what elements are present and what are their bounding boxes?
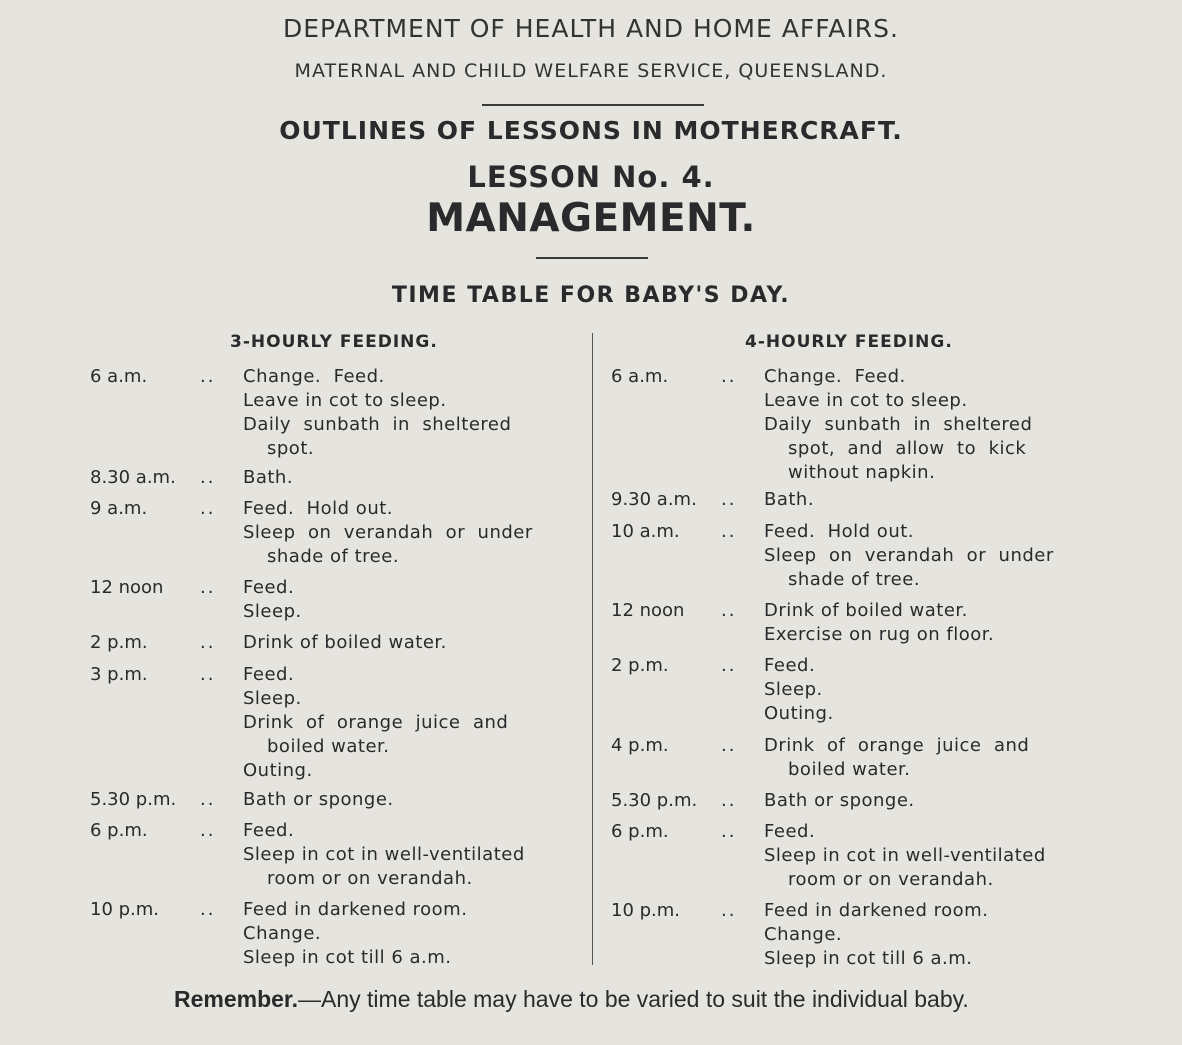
- entry-activities: [243, 788, 577, 812]
- activity-line: Feed.: [764, 655, 816, 676]
- activity-line: room or on verandah.: [267, 868, 473, 889]
- column-divider: [592, 333, 593, 965]
- leader-dots: ..: [200, 498, 216, 519]
- right-column-heading: 4-HOURLY FEEDING.: [745, 332, 953, 352]
- activity-line: Feed. Hold out.: [243, 498, 394, 519]
- entry-activities: [764, 599, 1096, 647]
- leader-dots: ..: [721, 489, 737, 510]
- activity-line: Leave in cot to sleep.: [764, 390, 968, 411]
- activity-line: Drink of orange juice and: [243, 712, 509, 733]
- schedule-entry: [611, 599, 1096, 647]
- entry-activities: [764, 654, 1096, 726]
- schedule-entry: [90, 576, 577, 624]
- schedule-entry: [611, 820, 1096, 892]
- activity-line: Outing.: [243, 760, 313, 781]
- schedule-entry: [611, 365, 1096, 485]
- leader-dots: ..: [200, 577, 216, 598]
- service-title: MATERNAL AND CHILD WELFARE SERVICE, QUEENSLAND.: [294, 60, 888, 82]
- entry-activities: [243, 819, 577, 891]
- entry-activities: [764, 820, 1096, 892]
- activity-line: Change. Feed.: [764, 366, 906, 387]
- activity-line: Change.: [764, 924, 843, 945]
- entry-time: 10 a.m.: [611, 521, 680, 542]
- activity-line: Drink of boiled water.: [243, 632, 447, 653]
- entry-activities: [243, 466, 577, 490]
- entry-activities: [243, 631, 577, 655]
- lesson-number: LESSON No. 4.: [467, 160, 715, 194]
- entry-activities: [764, 365, 1096, 485]
- leader-dots: ..: [721, 655, 737, 676]
- activity-line: Sleep.: [243, 601, 302, 622]
- timetable-title: TIME TABLE FOR BABY'S DAY.: [391, 283, 791, 308]
- outlines-title: OUTLINES OF LESSONS IN MOTHERCRAFT.: [279, 116, 903, 145]
- schedule-entry: [611, 899, 1096, 971]
- entry-time: 2 p.m.: [611, 655, 669, 676]
- remember-text: —Any time table may have to be varied to suit the individual baby.: [298, 986, 969, 1012]
- schedule-entry: [90, 497, 577, 569]
- middle-divider-rule: [536, 257, 648, 259]
- activity-line: Sleep on verandah or under: [243, 522, 533, 543]
- entry-activities: [243, 365, 577, 461]
- schedule-entry: [90, 819, 577, 891]
- activity-line: Outing.: [764, 703, 834, 724]
- entry-time: 9.30 a.m.: [611, 489, 697, 510]
- department-title: DEPARTMENT OF HEALTH AND HOME AFFAIRS.: [283, 14, 899, 43]
- activity-line: without napkin.: [788, 462, 936, 483]
- activity-line: Daily sunbath in sheltered: [764, 414, 1033, 435]
- activity-line: Drink of boiled water.: [764, 600, 968, 621]
- schedule-entry: [611, 654, 1096, 726]
- activity-line: shade of tree.: [788, 569, 921, 590]
- entry-time: 9 a.m.: [90, 498, 148, 519]
- activity-line: Feed in darkened room.: [764, 900, 989, 921]
- activity-line: Bath or sponge.: [764, 790, 915, 811]
- schedule-entry: [90, 663, 577, 783]
- entry-activities: [764, 734, 1096, 782]
- activity-line: shade of tree.: [267, 546, 400, 567]
- entry-time: 10 p.m.: [90, 899, 160, 920]
- activity-line: Feed.: [243, 577, 295, 598]
- activity-line: Bath.: [243, 467, 294, 488]
- activity-line: Sleep.: [243, 688, 302, 709]
- leader-dots: ..: [200, 899, 216, 920]
- entry-time: 12 noon: [611, 600, 685, 621]
- activity-line: Drink of orange juice and: [764, 735, 1030, 756]
- schedule-entry: [611, 488, 1096, 512]
- leader-dots: ..: [721, 366, 737, 387]
- leader-dots: ..: [200, 820, 216, 841]
- activity-line: Feed.: [243, 820, 295, 841]
- entry-time: 5.30 p.m.: [90, 789, 177, 810]
- activity-line: spot.: [267, 438, 315, 459]
- activity-line: Exercise on rug on floor.: [764, 624, 995, 645]
- entry-time: 12 noon: [90, 577, 164, 598]
- entry-time: 8.30 a.m.: [90, 467, 176, 488]
- leader-dots: ..: [200, 632, 216, 653]
- schedule-entry: [90, 466, 577, 490]
- schedule-entry: [611, 520, 1096, 592]
- entry-time: 6 a.m.: [90, 366, 148, 387]
- leader-dots: ..: [200, 366, 216, 387]
- entry-activities: [764, 789, 1096, 813]
- entry-activities: [243, 663, 577, 783]
- schedule-entry: [90, 898, 577, 970]
- activity-line: Change.: [243, 923, 322, 944]
- leader-dots: ..: [721, 735, 737, 756]
- activity-line: Bath or sponge.: [243, 789, 394, 810]
- entry-activities: [764, 899, 1096, 971]
- leader-dots: ..: [721, 600, 737, 621]
- activity-line: room or on verandah.: [788, 869, 994, 890]
- activity-line: Sleep.: [764, 679, 823, 700]
- schedule-entry: [90, 788, 577, 812]
- leader-dots: ..: [721, 790, 737, 811]
- entry-time: 4 p.m.: [611, 735, 669, 756]
- top-divider-rule: [482, 104, 704, 106]
- activity-line: spot, and allow to kick: [788, 438, 1027, 459]
- entry-time: 6 p.m.: [90, 820, 148, 841]
- lesson-subject: MANAGEMENT.: [426, 196, 756, 241]
- entry-activities: [243, 898, 577, 970]
- activity-line: Sleep in cot till 6 a.m.: [764, 948, 973, 969]
- activity-line: Feed. Hold out.: [764, 521, 915, 542]
- entry-time: 5.30 p.m.: [611, 790, 698, 811]
- activity-line: Sleep in cot in well-ventilated: [243, 844, 525, 865]
- activity-line: Daily sunbath in sheltered: [243, 414, 512, 435]
- activity-line: boiled water.: [788, 759, 911, 780]
- remember-note: [84, 985, 1104, 1014]
- entry-activities: [764, 520, 1096, 592]
- remember-label: Remember.: [174, 986, 299, 1012]
- leader-dots: ..: [200, 467, 216, 488]
- entry-time: 6 p.m.: [611, 821, 669, 842]
- activity-line: Feed in darkened room.: [243, 899, 468, 920]
- activity-line: Feed.: [243, 664, 295, 685]
- entry-time: 10 p.m.: [611, 900, 681, 921]
- activity-line: Bath.: [764, 489, 815, 510]
- activity-line: Sleep on verandah or under: [764, 545, 1054, 566]
- entry-time: 3 p.m.: [90, 664, 148, 685]
- schedule-entry: [611, 734, 1096, 782]
- leader-dots: ..: [721, 521, 737, 542]
- leader-dots: ..: [721, 821, 737, 842]
- activity-line: Leave in cot to sleep.: [243, 390, 447, 411]
- entry-activities: [243, 576, 577, 624]
- left-column-heading: 3-HOURLY FEEDING.: [230, 332, 438, 352]
- leader-dots: ..: [200, 664, 216, 685]
- leader-dots: ..: [721, 900, 737, 921]
- activity-line: Sleep in cot till 6 a.m.: [243, 947, 452, 968]
- schedule-entry: [90, 631, 577, 655]
- activity-line: boiled water.: [267, 736, 390, 757]
- entry-activities: [764, 488, 1096, 512]
- activity-line: Sleep in cot in well-ventilated: [764, 845, 1046, 866]
- schedule-entry: [90, 365, 577, 461]
- entry-time: 6 a.m.: [611, 366, 669, 387]
- activity-line: Change. Feed.: [243, 366, 385, 387]
- activity-line: Feed.: [764, 821, 816, 842]
- leader-dots: ..: [200, 789, 216, 810]
- entry-activities: [243, 497, 577, 569]
- entry-time: 2 p.m.: [90, 632, 148, 653]
- schedule-entry: [611, 789, 1096, 813]
